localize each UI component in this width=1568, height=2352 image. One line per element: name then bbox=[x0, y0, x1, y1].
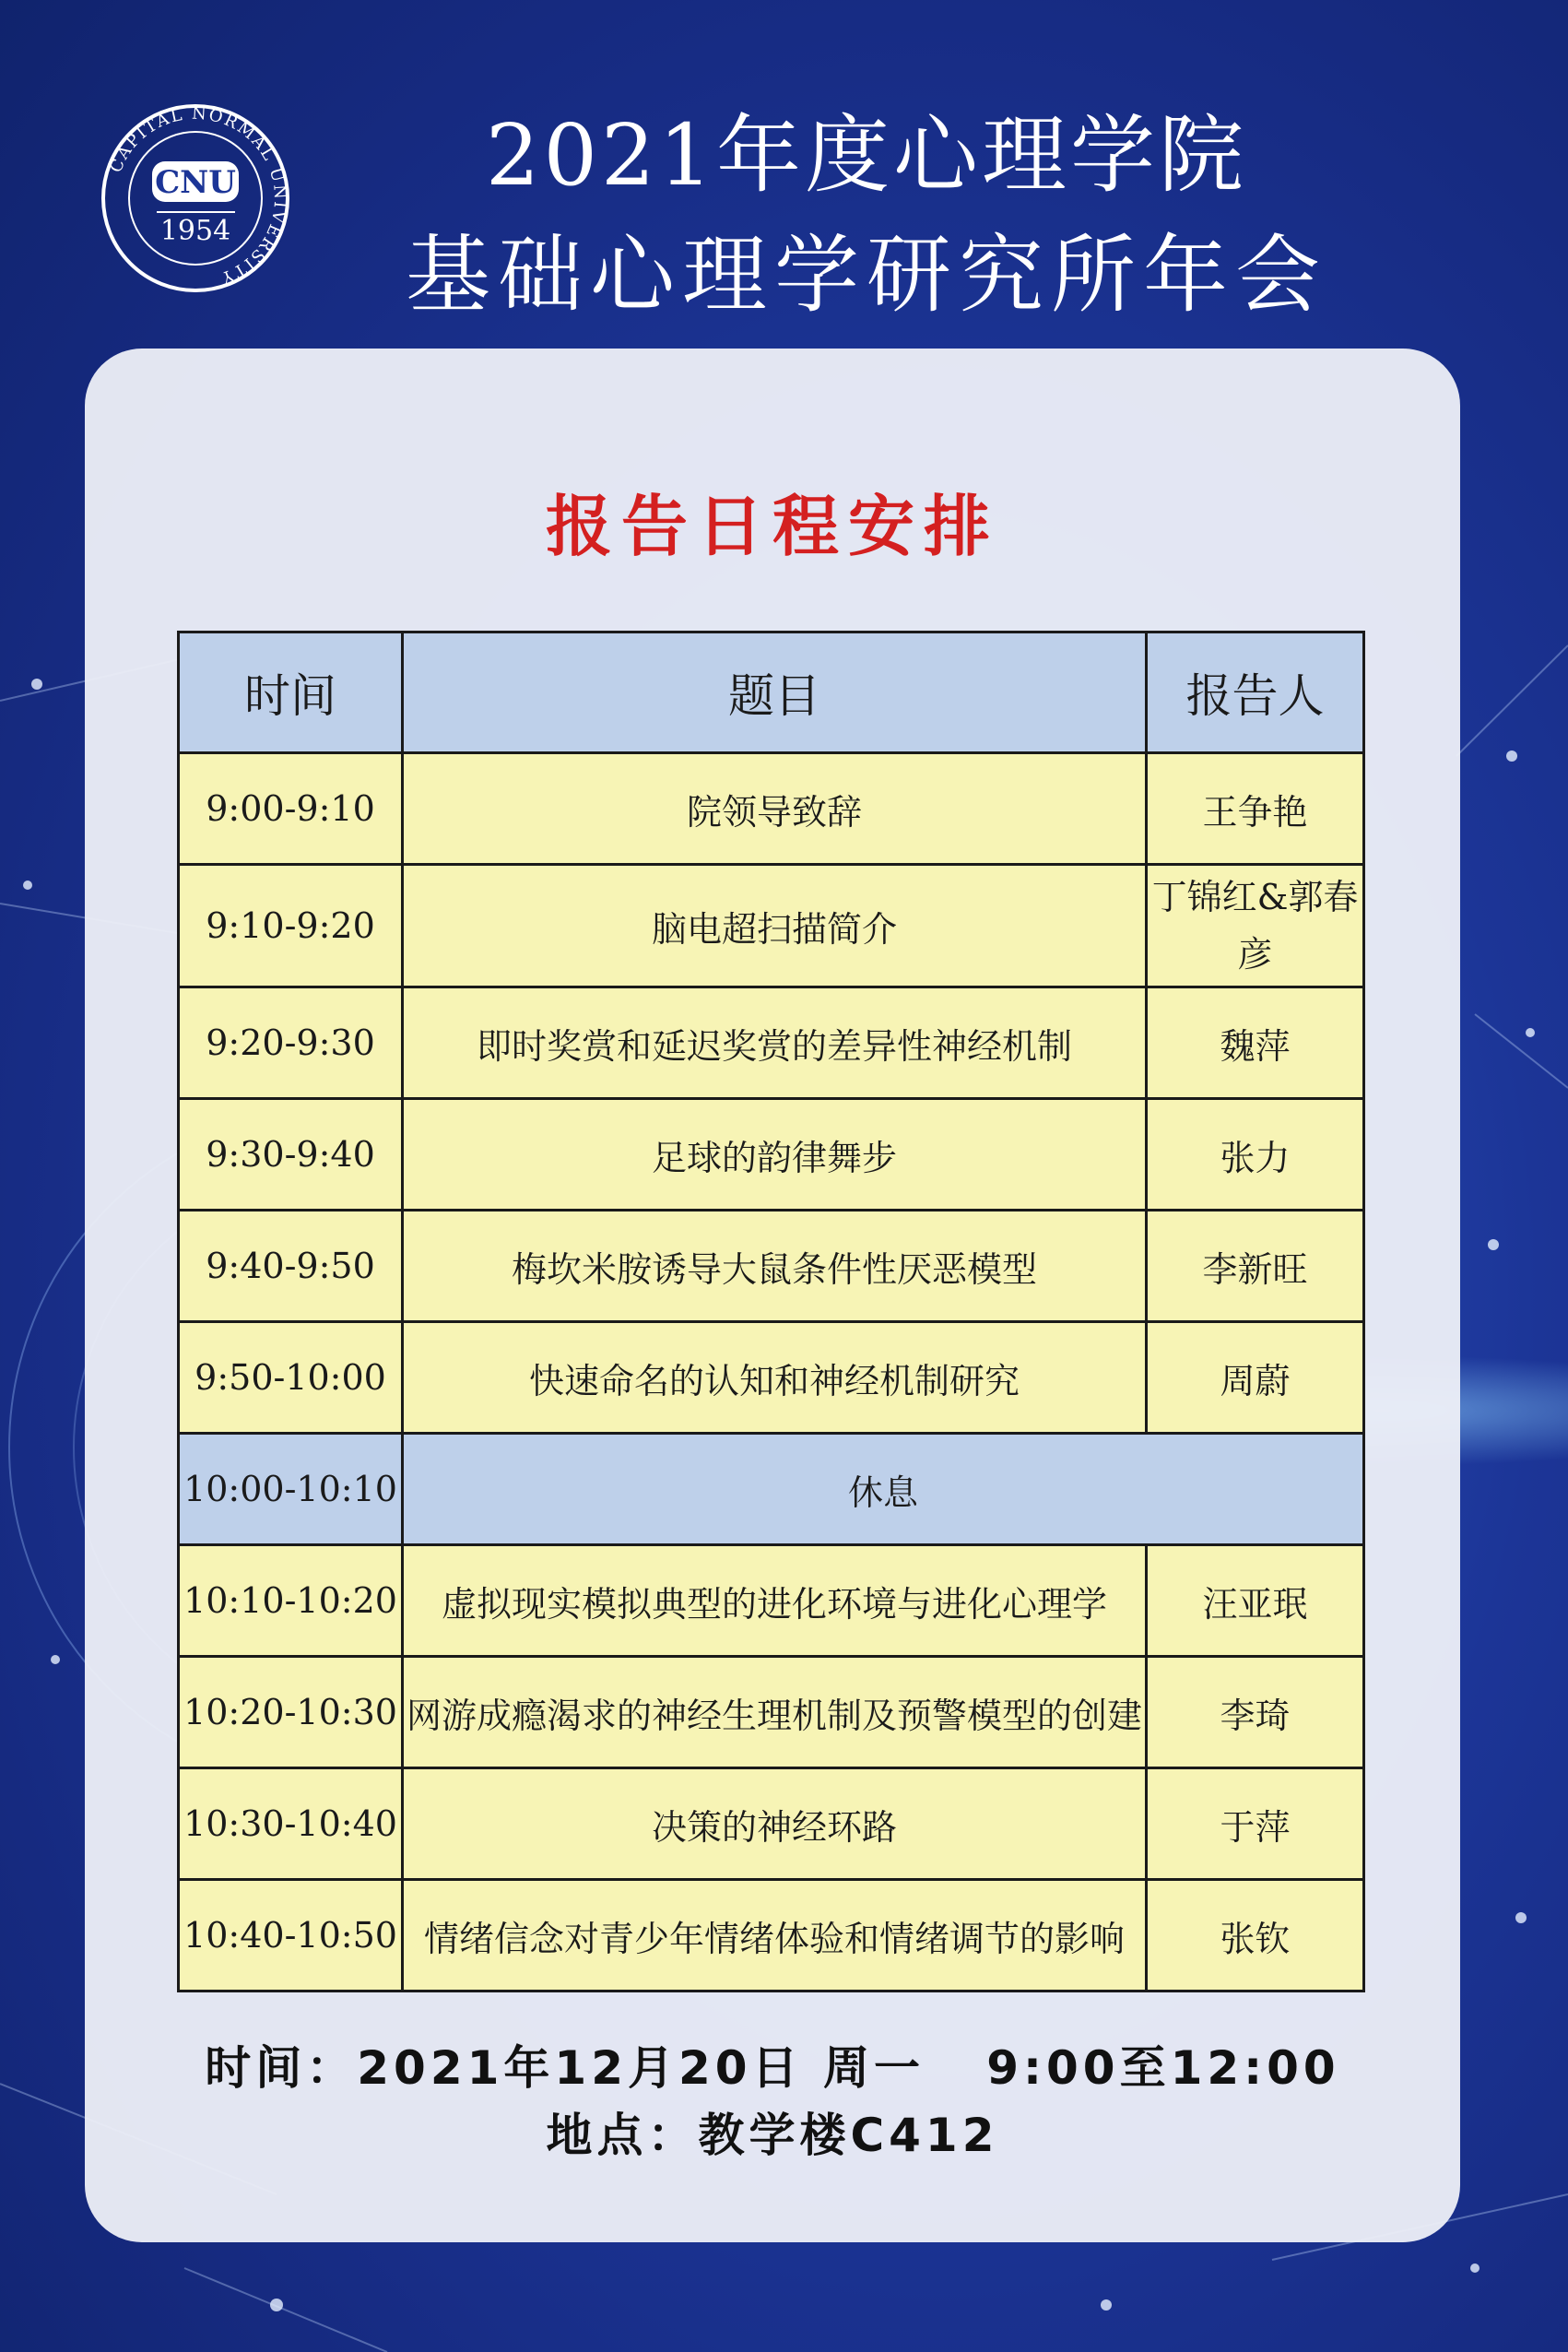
cell-time: 10:30-10:40 bbox=[179, 1768, 403, 1880]
table-header-row bbox=[179, 632, 1364, 753]
svg-text:CNU: CNU bbox=[155, 164, 236, 201]
cell-time: 9:50-10:00 bbox=[179, 1322, 403, 1434]
cell-time: 9:10-9:20 bbox=[179, 865, 403, 987]
cell-topic: 脑电超扫描简介 bbox=[403, 865, 1147, 987]
cell-speaker: 李新旺 bbox=[1147, 1211, 1364, 1322]
cell-speaker: 丁锦红&郭春彦 bbox=[1147, 865, 1364, 987]
cell-speaker: 魏萍 bbox=[1147, 987, 1364, 1099]
table-row bbox=[179, 1657, 1364, 1768]
cell-topic: 梅坎米胺诱导大鼠条件性厌恶模型 bbox=[403, 1211, 1147, 1322]
cell-topic: 院领导致辞 bbox=[403, 753, 1147, 865]
svg-text:1954: 1954 bbox=[159, 215, 231, 247]
event-location: 地点：教学楼C412 bbox=[546, 2109, 999, 2162]
table-row bbox=[179, 865, 1364, 987]
cell-speaker: 汪亚珉 bbox=[1147, 1545, 1364, 1657]
svg-text:CAPITAL NORMAL UNIVERSITY: CAPITAL NORMAL UNIVERSITY bbox=[106, 103, 290, 289]
header-time: 时间 bbox=[179, 632, 403, 753]
cell-time: 9:40-9:50 bbox=[179, 1211, 403, 1322]
table-row bbox=[179, 753, 1364, 865]
cell-time: 10:40-10:50 bbox=[179, 1880, 403, 1992]
cell-topic: 快速命名的认知和神经机制研究 bbox=[403, 1322, 1147, 1434]
cell-topic: 网游成瘾渴求的神经生理机制及预警模型的创建 bbox=[403, 1657, 1147, 1768]
header-topic: 题目 bbox=[403, 632, 1147, 753]
table-row bbox=[179, 1211, 1364, 1322]
table-row bbox=[179, 1099, 1364, 1211]
cell-speaker: 周蔚 bbox=[1147, 1322, 1364, 1434]
table-row bbox=[179, 1768, 1364, 1880]
schedule-card bbox=[85, 349, 1460, 2242]
table-row bbox=[179, 1880, 1364, 1992]
cell-time: 10:10-10:20 bbox=[179, 1545, 403, 1657]
cell-speaker: 李琦 bbox=[1147, 1657, 1364, 1768]
cell-topic: 足球的韵律舞步 bbox=[403, 1099, 1147, 1211]
cell-speaker: 于萍 bbox=[1147, 1768, 1364, 1880]
break-row bbox=[179, 1434, 1364, 1545]
title-line-1: 2021年度心理学院 bbox=[485, 106, 1248, 205]
cell-topic: 即时奖赏和延迟奖赏的差异性神经机制 bbox=[403, 987, 1147, 1099]
cell-break: 休息 bbox=[403, 1434, 1364, 1545]
cell-time: 9:00-9:10 bbox=[179, 753, 403, 865]
schedule-heading: 报告日程安排 bbox=[545, 487, 999, 565]
cell-speaker: 王争艳 bbox=[1147, 753, 1364, 865]
cell-speaker: 张钦 bbox=[1147, 1880, 1364, 1992]
cell-speaker: 张力 bbox=[1147, 1099, 1364, 1211]
table-row bbox=[179, 1322, 1364, 1434]
cell-time: 9:20-9:30 bbox=[179, 987, 403, 1099]
cell-topic: 虚拟现实模拟典型的进化环境与进化心理学 bbox=[403, 1545, 1147, 1657]
university-seal-logo bbox=[97, 83, 295, 332]
cell-time: 10:20-10:30 bbox=[179, 1657, 403, 1768]
cell-time: 10:00-10:10 bbox=[179, 1434, 403, 1545]
cell-topic: 情绪信念对青少年情绪体验和情绪调节的影响 bbox=[403, 1880, 1147, 1992]
schedule-table bbox=[177, 631, 1365, 1992]
table-row bbox=[179, 987, 1364, 1099]
event-time: 时间：2021年12月20日 周一 9:00至12:00 bbox=[205, 2041, 1340, 2095]
cell-topic: 决策的神经环路 bbox=[403, 1768, 1147, 1880]
cell-time: 9:30-9:40 bbox=[179, 1099, 403, 1211]
title-line-2: 基础心理学研究所年会 bbox=[405, 226, 1327, 325]
table-row bbox=[179, 1545, 1364, 1657]
header-speaker: 报告人 bbox=[1147, 632, 1364, 753]
